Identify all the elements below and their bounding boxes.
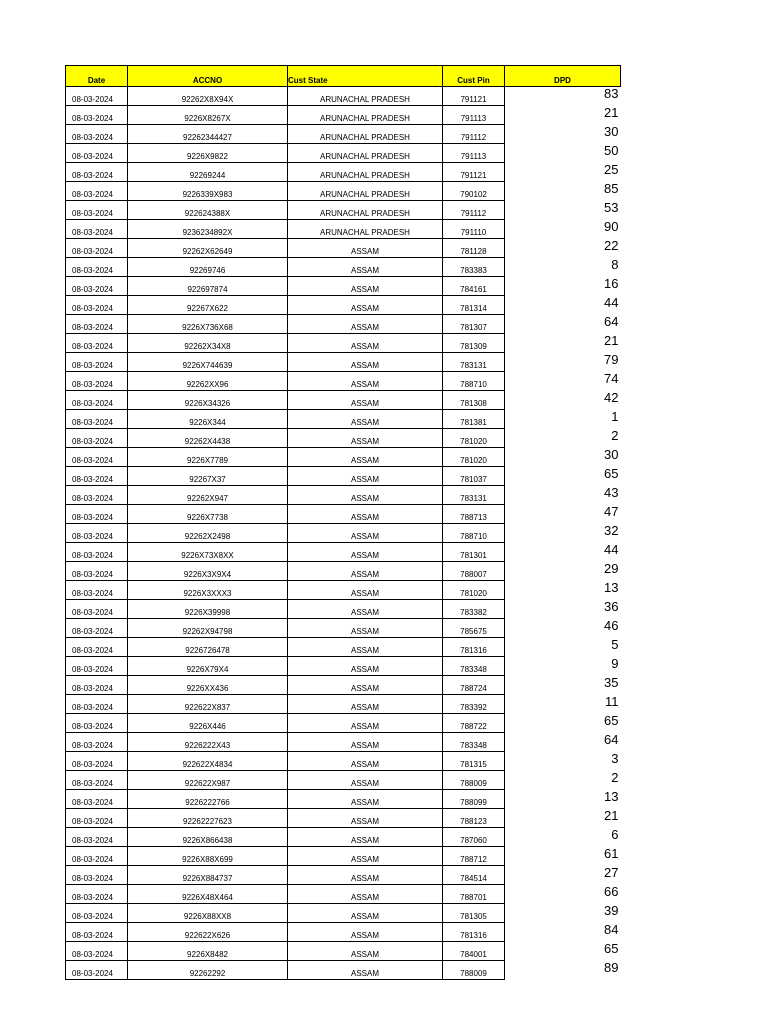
cell-date: 08-03-2024 — [66, 125, 128, 144]
cell-dpd: 65 — [604, 466, 619, 481]
cell-cust-pin: 788713 — [443, 505, 505, 524]
cell-cust-state: ASSAM — [288, 448, 443, 467]
cell-date: 08-03-2024 — [66, 752, 128, 771]
cell-dpd: 27 — [604, 865, 619, 880]
cell-cust-state: ARUNACHAL PRADESH — [288, 144, 443, 163]
cell-accno: 9226X79X4 — [128, 657, 288, 676]
cell-accno: 9226X3X9X4 — [128, 562, 288, 581]
table-row — [66, 676, 621, 695]
cell-accno: 9226X866438 — [128, 828, 288, 847]
cell-cust-pin: 788099 — [443, 790, 505, 809]
cell-dpd: 22 — [604, 238, 619, 253]
cell-date: 08-03-2024 — [66, 638, 128, 657]
table-row — [66, 942, 621, 961]
cell-cust-state: ASSAM — [288, 296, 443, 315]
cell-accno: 922622X837 — [128, 695, 288, 714]
cell-accno: 9226X8482 — [128, 942, 288, 961]
table-row — [66, 372, 621, 391]
cell-cust-state: ASSAM — [288, 942, 443, 961]
cell-dpd: 11 — [605, 694, 619, 709]
cell-cust-pin: 788123 — [443, 809, 505, 828]
cell-dpd: 30 — [604, 124, 619, 139]
cell-cust-pin: 781037 — [443, 467, 505, 486]
cell-cust-state: ASSAM — [288, 600, 443, 619]
cell-dpd: 44 — [604, 295, 619, 310]
cell-date: 08-03-2024 — [66, 714, 128, 733]
cell-dpd: 85 — [604, 181, 619, 196]
cell-dpd: 65 — [604, 713, 619, 728]
cell-cust-state: ASSAM — [288, 676, 443, 695]
table-row — [66, 619, 621, 638]
cell-date: 08-03-2024 — [66, 391, 128, 410]
cell-cust-state: ASSAM — [288, 334, 443, 353]
table-row — [66, 182, 621, 201]
table-row — [66, 467, 621, 486]
cell-dpd: 9 — [611, 656, 619, 671]
cell-dpd: 53 — [604, 200, 619, 215]
cell-accno: 9226339X983 — [128, 182, 288, 201]
table-row — [66, 524, 621, 543]
table-row — [66, 258, 621, 277]
cell-cust-state: ASSAM — [288, 828, 443, 847]
cell-cust-state: ARUNACHAL PRADESH — [288, 201, 443, 220]
cell-date: 08-03-2024 — [66, 581, 128, 600]
cell-date: 08-03-2024 — [66, 182, 128, 201]
cell-cust-pin: 788724 — [443, 676, 505, 695]
cell-cust-state: ASSAM — [288, 467, 443, 486]
cell-date: 08-03-2024 — [66, 695, 128, 714]
cell-cust-state: ASSAM — [288, 239, 443, 258]
cell-cust-pin: 781315 — [443, 752, 505, 771]
cell-dpd: 47 — [604, 504, 619, 519]
cell-dpd: 83 — [604, 86, 619, 101]
cell-date: 08-03-2024 — [66, 296, 128, 315]
cell-accno: 92262227623 — [128, 809, 288, 828]
cell-cust-pin: 781301 — [443, 543, 505, 562]
cell-cust-pin: 784514 — [443, 866, 505, 885]
cell-dpd: 66 — [604, 884, 619, 899]
cell-cust-pin: 788701 — [443, 885, 505, 904]
cell-accno: 92269244 — [128, 163, 288, 182]
table-row — [66, 752, 621, 771]
table-row — [66, 125, 621, 144]
cell-cust-pin: 781020 — [443, 429, 505, 448]
cell-cust-pin: 788710 — [443, 524, 505, 543]
cell-dpd: 39 — [604, 903, 619, 918]
cell-cust-pin: 791113 — [443, 106, 505, 125]
cell-dpd: 64 — [604, 314, 619, 329]
cell-cust-state: ASSAM — [288, 904, 443, 923]
cell-date: 08-03-2024 — [66, 277, 128, 296]
cell-accno: 9226X9822 — [128, 144, 288, 163]
cell-cust-state: ASSAM — [288, 866, 443, 885]
spreadsheet-table — [65, 65, 621, 980]
cell-dpd: 46 — [604, 618, 619, 633]
cell-accno: 9226X446 — [128, 714, 288, 733]
cell-accno: 9226X7738 — [128, 505, 288, 524]
table-row — [66, 163, 621, 182]
cell-cust-state: ASSAM — [288, 790, 443, 809]
cell-cust-pin: 790102 — [443, 182, 505, 201]
cell-dpd: 25 — [604, 162, 619, 177]
cell-accno: 9226X48X464 — [128, 885, 288, 904]
cell-accno: 92267X37 — [128, 467, 288, 486]
cell-cust-state: ASSAM — [288, 809, 443, 828]
cell-cust-state: ASSAM — [288, 486, 443, 505]
cell-accno: 9226X88XX8 — [128, 904, 288, 923]
cell-cust-state: ASSAM — [288, 695, 443, 714]
cell-date: 08-03-2024 — [66, 942, 128, 961]
cell-cust-pin: 784001 — [443, 942, 505, 961]
table-row — [66, 353, 621, 372]
cell-accno: 9226X34326 — [128, 391, 288, 410]
cell-accno: 9226X39998 — [128, 600, 288, 619]
cell-cust-pin: 791110 — [443, 220, 505, 239]
cell-date: 08-03-2024 — [66, 524, 128, 543]
table-row — [66, 714, 621, 733]
table-row — [66, 144, 621, 163]
table-row — [66, 790, 621, 809]
cell-cust-pin: 791121 — [443, 87, 505, 106]
cell-dpd: 5 — [611, 637, 619, 652]
table-row — [66, 562, 621, 581]
cell-date: 08-03-2024 — [66, 619, 128, 638]
cell-accno: 9226726478 — [128, 638, 288, 657]
cell-accno: 92262XX96 — [128, 372, 288, 391]
cell-accno: 92262X4438 — [128, 429, 288, 448]
cell-date: 08-03-2024 — [66, 220, 128, 239]
cell-date: 08-03-2024 — [66, 828, 128, 847]
cell-date: 08-03-2024 — [66, 543, 128, 562]
table-row — [66, 201, 621, 220]
cell-cust-state: ASSAM — [288, 410, 443, 429]
cell-dpd: 29 — [604, 561, 619, 576]
cell-date: 08-03-2024 — [66, 239, 128, 258]
cell-cust-pin: 788007 — [443, 562, 505, 581]
cell-cust-state: ASSAM — [288, 562, 443, 581]
cell-cust-state: ASSAM — [288, 619, 443, 638]
cell-accno: 92262344427 — [128, 125, 288, 144]
cell-cust-pin: 783382 — [443, 600, 505, 619]
table-row — [66, 543, 621, 562]
table-row — [66, 923, 621, 942]
table-row — [66, 961, 621, 980]
cell-cust-pin: 788712 — [443, 847, 505, 866]
cell-cust-state: ASSAM — [288, 657, 443, 676]
cell-date: 08-03-2024 — [66, 657, 128, 676]
cell-accno: 922622X987 — [128, 771, 288, 790]
cell-cust-state: ASSAM — [288, 638, 443, 657]
table-row — [66, 106, 621, 125]
table-row — [66, 847, 621, 866]
table-row — [66, 505, 621, 524]
cell-cust-pin: 781020 — [443, 581, 505, 600]
cell-cust-pin: 781307 — [443, 315, 505, 334]
cell-accno: 9226222766 — [128, 790, 288, 809]
cell-date: 08-03-2024 — [66, 334, 128, 353]
cell-cust-state: ARUNACHAL PRADESH — [288, 87, 443, 106]
cell-date: 08-03-2024 — [66, 923, 128, 942]
table-row — [66, 220, 621, 239]
cell-cust-pin: 788722 — [443, 714, 505, 733]
table-row — [66, 866, 621, 885]
cell-cust-state: ARUNACHAL PRADESH — [288, 125, 443, 144]
cell-dpd: 21 — [604, 808, 619, 823]
cell-cust-state: ARUNACHAL PRADESH — [288, 182, 443, 201]
table-row — [66, 885, 621, 904]
cell-cust-pin: 788710 — [443, 372, 505, 391]
cell-cust-state: ASSAM — [288, 543, 443, 562]
cell-cust-state: ASSAM — [288, 885, 443, 904]
cell-cust-state: ASSAM — [288, 429, 443, 448]
cell-dpd: 44 — [604, 542, 619, 557]
cell-cust-pin: 783383 — [443, 258, 505, 277]
table-row — [66, 733, 621, 752]
cell-accno: 922624388X — [128, 201, 288, 220]
cell-date: 08-03-2024 — [66, 790, 128, 809]
cell-dpd: 74 — [604, 371, 619, 386]
cell-cust-pin: 784161 — [443, 277, 505, 296]
cell-cust-state: ASSAM — [288, 847, 443, 866]
cell-accno: 92267X622 — [128, 296, 288, 315]
cell-date: 08-03-2024 — [66, 961, 128, 980]
cell-cust-pin: 781316 — [443, 638, 505, 657]
cell-accno: 9236234892X — [128, 220, 288, 239]
cell-date: 08-03-2024 — [66, 600, 128, 619]
cell-accno: 9226X88X699 — [128, 847, 288, 866]
cell-date: 08-03-2024 — [66, 866, 128, 885]
cell-date: 08-03-2024 — [66, 429, 128, 448]
cell-cust-state: ASSAM — [288, 277, 443, 296]
cell-cust-pin: 783348 — [443, 733, 505, 752]
cell-accno: 9226X344 — [128, 410, 288, 429]
cell-dpd: 2 — [611, 428, 619, 443]
cell-cust-state: ASSAM — [288, 505, 443, 524]
cell-cust-pin: 781128 — [443, 239, 505, 258]
table-row — [66, 638, 621, 657]
cell-cust-state: ASSAM — [288, 961, 443, 980]
table-row — [66, 695, 621, 714]
header-cust-pin: Cust Pin — [443, 66, 505, 87]
cell-cust-pin: 787060 — [443, 828, 505, 847]
table-row — [66, 315, 621, 334]
cell-dpd: 84 — [604, 922, 619, 937]
cell-date: 08-03-2024 — [66, 201, 128, 220]
header-dpd: DPD — [505, 66, 621, 87]
cell-cust-state: ASSAM — [288, 581, 443, 600]
table-row — [66, 486, 621, 505]
cell-cust-state: ASSAM — [288, 524, 443, 543]
cell-cust-state: ASSAM — [288, 733, 443, 752]
cell-accno: 9226XX436 — [128, 676, 288, 695]
cell-accno: 9226X736X68 — [128, 315, 288, 334]
cell-dpd: 79 — [604, 352, 619, 367]
cell-date: 08-03-2024 — [66, 771, 128, 790]
cell-cust-state: ASSAM — [288, 372, 443, 391]
cell-date: 08-03-2024 — [66, 847, 128, 866]
table-row — [66, 410, 621, 429]
cell-dpd: 2 — [611, 770, 619, 785]
cell-date: 08-03-2024 — [66, 372, 128, 391]
cell-cust-state: ARUNACHAL PRADESH — [288, 106, 443, 125]
cell-dpd: 32 — [604, 523, 619, 538]
table-row — [66, 239, 621, 258]
cell-date: 08-03-2024 — [66, 505, 128, 524]
cell-dpd: 21 — [604, 333, 619, 348]
cell-dpd: 1 — [611, 409, 619, 424]
cell-dpd: 89 — [604, 960, 619, 975]
cell-dpd: 36 — [604, 599, 619, 614]
cell-dpd: 90 — [604, 219, 619, 234]
cell-accno: 92262X2498 — [128, 524, 288, 543]
cell-cust-pin: 781381 — [443, 410, 505, 429]
cell-accno: 9226X73X8XX — [128, 543, 288, 562]
cell-dpd: 43 — [604, 485, 619, 500]
table-row — [66, 904, 621, 923]
cell-cust-pin: 791112 — [443, 201, 505, 220]
cell-cust-state: ASSAM — [288, 353, 443, 372]
cell-cust-pin: 781309 — [443, 334, 505, 353]
cell-cust-pin: 785675 — [443, 619, 505, 638]
cell-dpd: 65 — [604, 941, 619, 956]
cell-date: 08-03-2024 — [66, 87, 128, 106]
cell-dpd: 8 — [611, 257, 619, 272]
cell-dpd: 64 — [604, 732, 619, 747]
cell-date: 08-03-2024 — [66, 904, 128, 923]
cell-cust-pin: 781305 — [443, 904, 505, 923]
cell-date: 08-03-2024 — [66, 733, 128, 752]
cell-dpd: 61 — [604, 846, 619, 861]
cell-accno: 9226X3XXX3 — [128, 581, 288, 600]
cell-date: 08-03-2024 — [66, 448, 128, 467]
cell-date: 08-03-2024 — [66, 258, 128, 277]
table-row — [66, 448, 621, 467]
cell-accno: 92262X62649 — [128, 239, 288, 258]
cell-accno: 9226X884737 — [128, 866, 288, 885]
table-row — [66, 771, 621, 790]
cell-cust-pin: 783131 — [443, 353, 505, 372]
cell-cust-pin: 783348 — [443, 657, 505, 676]
cell-dpd: 6 — [611, 827, 619, 842]
table-row — [66, 296, 621, 315]
cell-cust-state: ASSAM — [288, 714, 443, 733]
table-row — [66, 809, 621, 828]
table-row — [66, 600, 621, 619]
cell-date: 08-03-2024 — [66, 885, 128, 904]
cell-dpd: 30 — [604, 447, 619, 462]
cell-accno: 9226X8267X — [128, 106, 288, 125]
cell-date: 08-03-2024 — [66, 106, 128, 125]
cell-cust-pin: 781314 — [443, 296, 505, 315]
cell-date: 08-03-2024 — [66, 467, 128, 486]
cell-cust-state: ASSAM — [288, 391, 443, 410]
cell-accno: 922697874 — [128, 277, 288, 296]
cell-dpd: 50 — [604, 143, 619, 158]
cell-dpd: 35 — [604, 675, 619, 690]
cell-accno: 92269746 — [128, 258, 288, 277]
cell-cust-state: ASSAM — [288, 771, 443, 790]
cell-accno: 92262X8X94X — [128, 87, 288, 106]
cell-cust-state: ASSAM — [288, 258, 443, 277]
cell-accno: 92262X947 — [128, 486, 288, 505]
header-date: Date — [66, 66, 128, 87]
cell-accno: 9226X7789 — [128, 448, 288, 467]
cell-accno: 92262X34X8 — [128, 334, 288, 353]
cell-cust-pin: 783131 — [443, 486, 505, 505]
cell-accno: 922622X626 — [128, 923, 288, 942]
cell-cust-state: ASSAM — [288, 315, 443, 334]
cell-cust-pin: 791113 — [443, 144, 505, 163]
header-row — [66, 66, 621, 87]
cell-cust-state: ASSAM — [288, 923, 443, 942]
cell-accno: 92262X94798 — [128, 619, 288, 638]
cell-cust-pin: 791112 — [443, 125, 505, 144]
cell-dpd: 21 — [604, 105, 619, 120]
cell-accno: 9226X744639 — [128, 353, 288, 372]
cell-date: 08-03-2024 — [66, 410, 128, 429]
cell-accno: 922622X4834 — [128, 752, 288, 771]
cell-date: 08-03-2024 — [66, 353, 128, 372]
cell-cust-state: ARUNACHAL PRADESH — [288, 163, 443, 182]
cell-date: 08-03-2024 — [66, 163, 128, 182]
table-row — [66, 581, 621, 600]
cell-cust-pin: 788009 — [443, 961, 505, 980]
cell-dpd: 16 — [604, 276, 619, 291]
cell-date: 08-03-2024 — [66, 315, 128, 334]
cell-accno: 92262292 — [128, 961, 288, 980]
header-cust-state: Cust State — [288, 66, 443, 87]
cell-cust-pin: 781020 — [443, 448, 505, 467]
cell-dpd: 13 — [604, 580, 619, 595]
cell-cust-pin: 783392 — [443, 695, 505, 714]
cell-dpd: 42 — [604, 390, 619, 405]
table-header — [66, 66, 621, 87]
cell-date: 08-03-2024 — [66, 144, 128, 163]
cell-accno: 9226222X43 — [128, 733, 288, 752]
cell-dpd: 3 — [611, 751, 619, 766]
cell-cust-pin: 781308 — [443, 391, 505, 410]
table-row — [66, 828, 621, 847]
table-row — [66, 334, 621, 353]
table-row — [66, 657, 621, 676]
cell-date: 08-03-2024 — [66, 486, 128, 505]
table-body — [66, 87, 621, 980]
table-row — [66, 429, 621, 448]
cell-cust-state: ASSAM — [288, 752, 443, 771]
cell-cust-pin: 788009 — [443, 771, 505, 790]
cell-dpd: 13 — [604, 789, 619, 804]
header-accno: ACCNO — [128, 66, 288, 87]
cell-cust-state: ARUNACHAL PRADESH — [288, 220, 443, 239]
table-row — [66, 391, 621, 410]
cell-date: 08-03-2024 — [66, 676, 128, 695]
cell-cust-pin: 791121 — [443, 163, 505, 182]
cell-date: 08-03-2024 — [66, 809, 128, 828]
table-row — [66, 277, 621, 296]
table-row — [66, 87, 621, 106]
cell-date: 08-03-2024 — [66, 562, 128, 581]
cell-cust-pin: 781316 — [443, 923, 505, 942]
